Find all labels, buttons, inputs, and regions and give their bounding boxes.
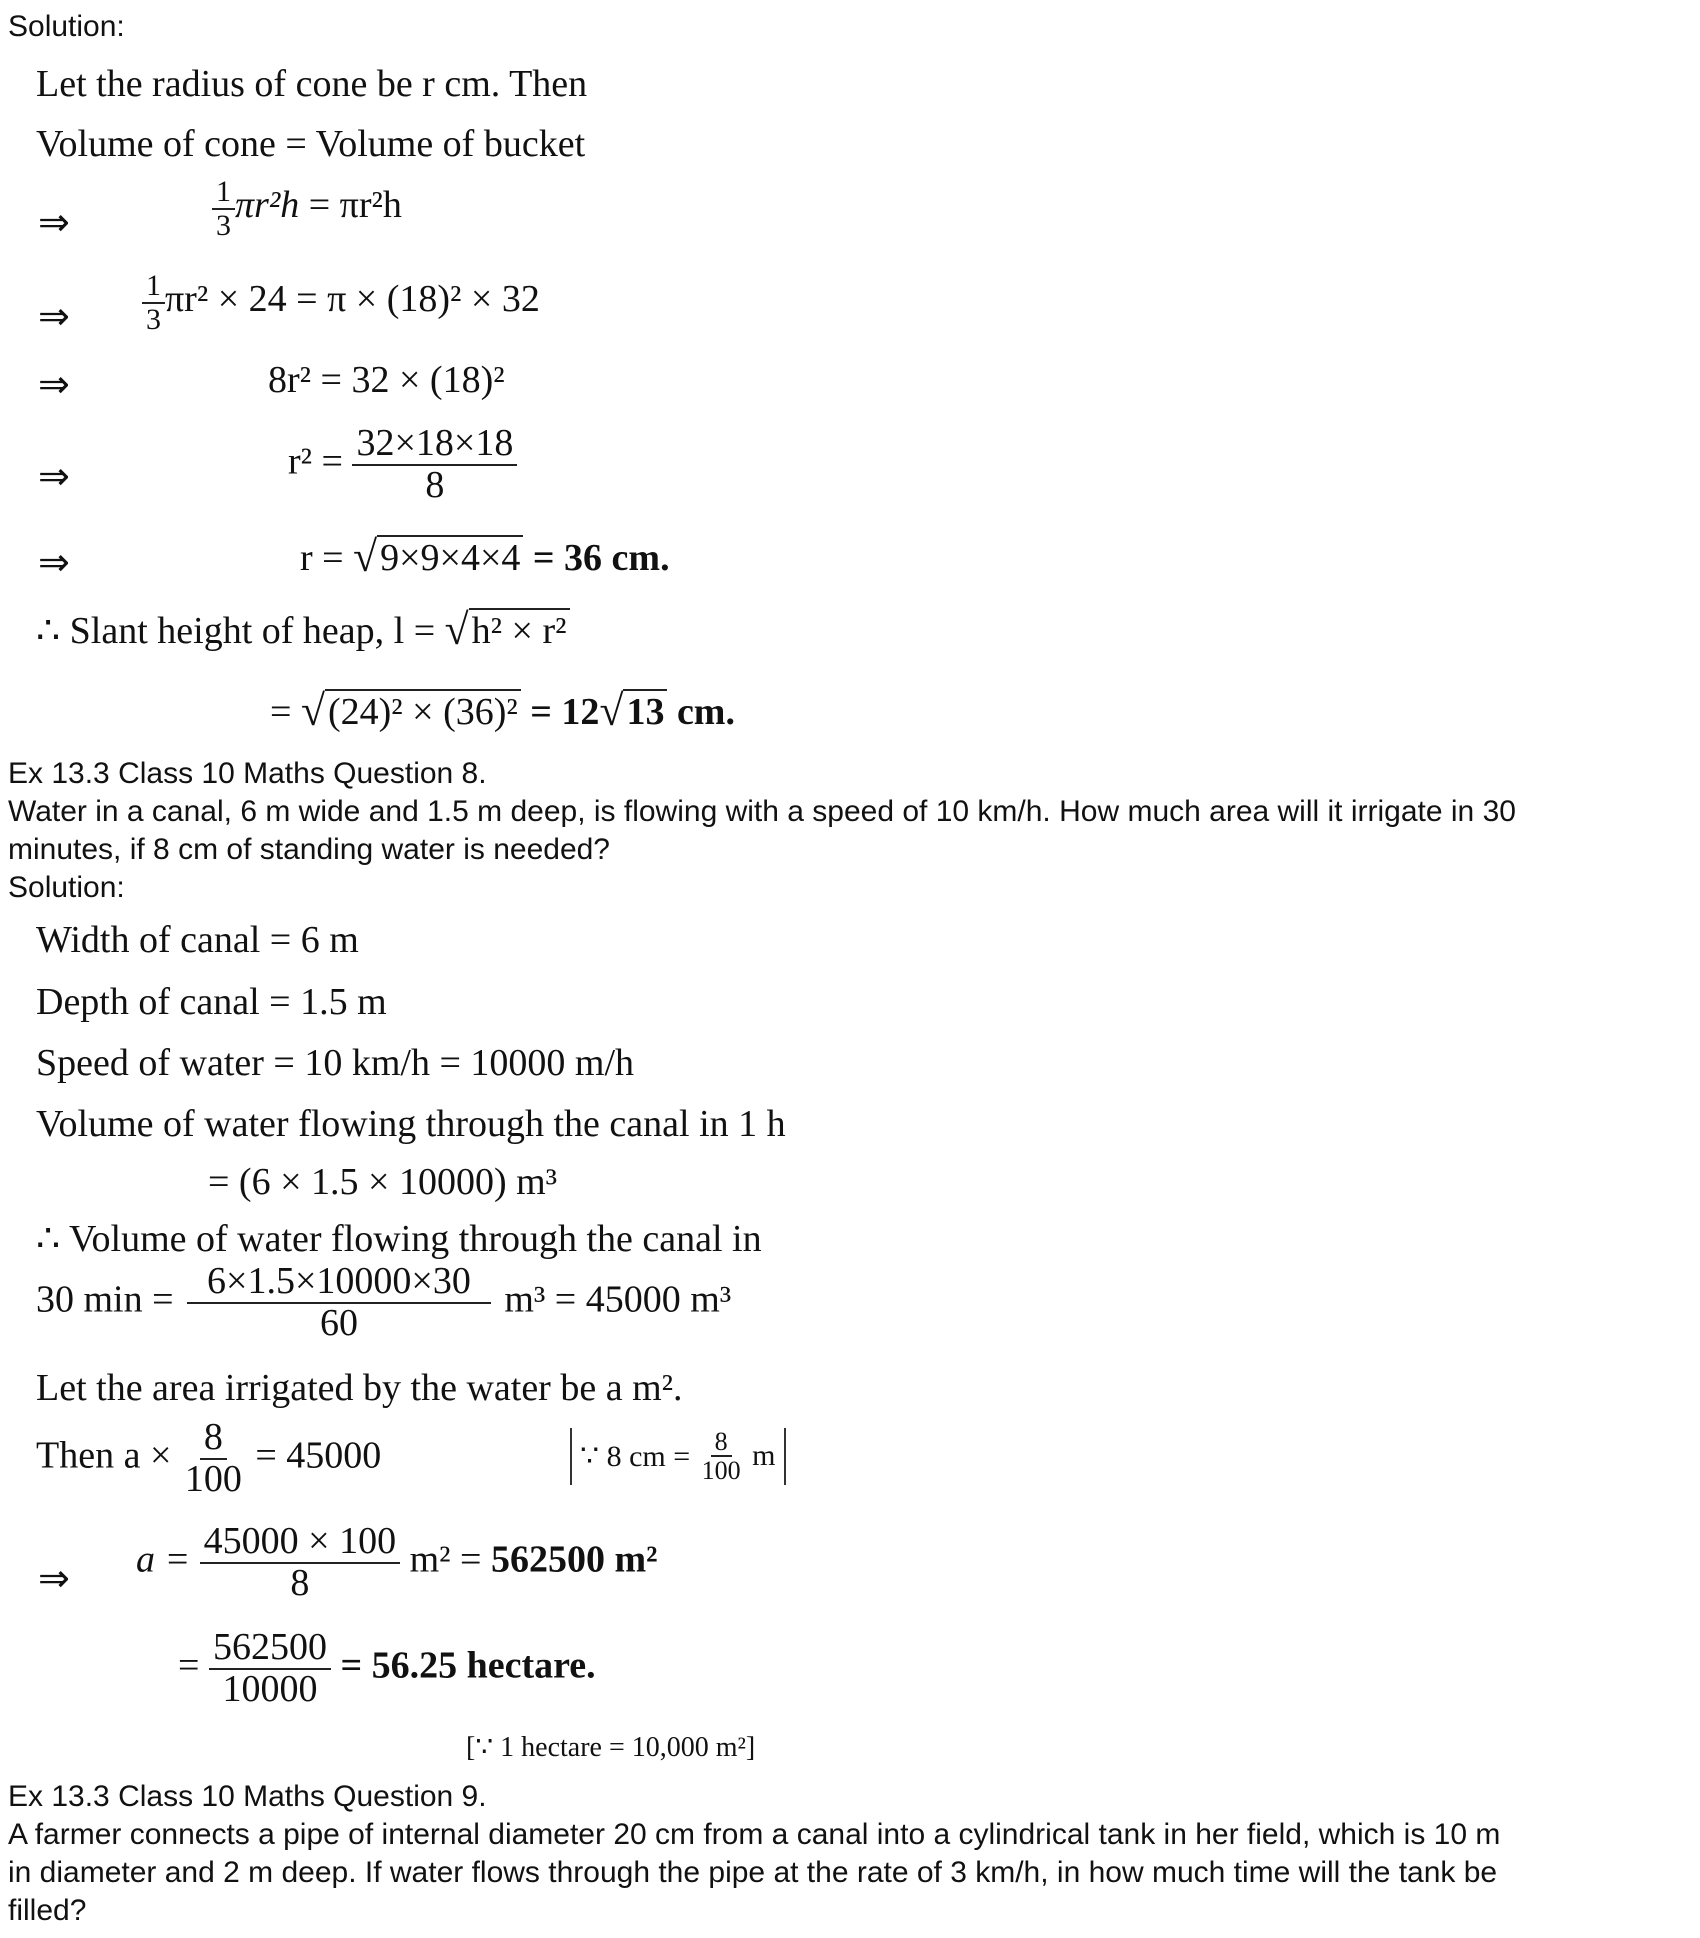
area-line: Let the area irrigated by the water be a m². bbox=[36, 1367, 683, 1409]
radicand: 13 bbox=[623, 689, 667, 733]
equation-1-rhs: = πr²h bbox=[308, 184, 402, 227]
fraction-hectare bbox=[209, 1628, 331, 1710]
square-root: √ 13 bbox=[599, 690, 667, 734]
volume-30min-equation bbox=[36, 1262, 731, 1344]
fraction-numerator: 562500 bbox=[209, 1628, 331, 1670]
radicand: 9×9×4×4 bbox=[377, 535, 523, 579]
equals-sign: = bbox=[178, 1644, 200, 1687]
equation-1-lhs: πr²h bbox=[235, 184, 300, 227]
then-lhs: Then a × bbox=[36, 1434, 172, 1477]
question-9-title: Ex 13.3 Class 10 Maths Question 9. bbox=[8, 1780, 487, 1813]
result-coefficient: = 12 bbox=[530, 691, 600, 733]
volume-30min-rhs: m³ = 45000 m³ bbox=[504, 1278, 732, 1321]
depth-line: Depth of canal = 1.5 m bbox=[36, 981, 387, 1023]
fraction-one-third bbox=[142, 270, 165, 335]
hectare-result: = 56.25 hectare. bbox=[340, 1644, 596, 1687]
speed-line: Speed of water = 10 km/h = 10000 m/h bbox=[36, 1042, 634, 1084]
width-line: Width of canal = 6 m bbox=[36, 919, 359, 961]
equation-3: 8r² = 32 × (18)² bbox=[268, 359, 505, 401]
equation-1 bbox=[212, 176, 402, 241]
volume-1h-value: = (6 × 1.5 × 10000) m³ bbox=[208, 1161, 558, 1203]
fraction-equation-4 bbox=[352, 424, 517, 506]
solution-line-radius: Let the radius of cone be r cm. Then bbox=[36, 63, 588, 105]
radicand: h² × r² bbox=[469, 608, 570, 652]
implies-arrow: ⇒ bbox=[38, 364, 70, 406]
equation-4-lhs: r² = bbox=[288, 440, 343, 483]
equation-2-body: πr² × 24 = π × (18)² × 32 bbox=[165, 278, 540, 321]
equation-5 bbox=[300, 533, 670, 581]
fraction-denominator: 8 bbox=[290, 1561, 310, 1604]
implies-arrow: ⇒ bbox=[38, 542, 70, 584]
solution-label: Solution: bbox=[8, 10, 125, 43]
radicand: (24)² × (36)² bbox=[325, 689, 521, 733]
equation-5-lhs: r = bbox=[300, 537, 344, 579]
fraction-8-over-100 bbox=[181, 1418, 246, 1500]
area-equation bbox=[136, 1522, 658, 1604]
question-8-text-line-2: minutes, if 8 cm of standing water is needed? bbox=[8, 833, 610, 866]
equation-2 bbox=[142, 270, 540, 335]
implies-arrow: ⇒ bbox=[38, 456, 70, 498]
hectare-note: [∵ 1 hectare = 10,000 m²] bbox=[466, 1732, 756, 1763]
question-9-text-line-3: filled? bbox=[8, 1894, 87, 1927]
slant-height-line bbox=[36, 608, 570, 653]
solution-label: Solution: bbox=[8, 871, 125, 904]
question-9-text-line-2: in diameter and 2 m deep. If water flows through the pipe at the rate of 3 km/h, in how much time will the tank be bbox=[8, 1856, 1498, 1889]
result-unit: cm. bbox=[676, 691, 735, 733]
fraction-numerator: 8 bbox=[711, 1428, 732, 1457]
fraction-note bbox=[698, 1428, 745, 1485]
area-lhs: a = bbox=[136, 1538, 191, 1581]
fraction-denominator: 100 bbox=[701, 1456, 741, 1486]
then-equation bbox=[36, 1418, 381, 1500]
square-root: √ h² × r² bbox=[445, 609, 570, 653]
fraction-numerator: 6×1.5×10000×30 bbox=[187, 1262, 491, 1304]
equation-4 bbox=[288, 424, 517, 506]
fraction-denominator: 8 bbox=[425, 463, 445, 506]
implies-arrow: ⇒ bbox=[38, 202, 70, 244]
area-unit: m² = bbox=[409, 1538, 482, 1581]
note-unit: m bbox=[752, 1439, 776, 1473]
volume-1h-line: Volume of water flowing through the canal in 1 h bbox=[36, 1103, 786, 1145]
square-root: √ (24)² × (36)² bbox=[301, 690, 521, 734]
slant-height-result bbox=[530, 687, 735, 735]
question-8-title: Ex 13.3 Class 10 Maths Question 8. bbox=[8, 757, 487, 790]
fraction-denominator: 100 bbox=[184, 1457, 242, 1500]
fraction-numerator: 8 bbox=[200, 1418, 227, 1460]
fraction-area bbox=[200, 1522, 400, 1604]
fraction-numerator: 1 bbox=[142, 270, 165, 304]
implies-arrow: ⇒ bbox=[38, 1558, 70, 1600]
question-8-text-line-1: Water in a canal, 6 m wide and 1.5 m deep, is flowing with a speed of 10 km/h. How much area will it irrigate in 30 bbox=[8, 795, 1516, 828]
fraction-numerator: 1 bbox=[212, 176, 235, 210]
fraction-numerator: 45000 × 100 bbox=[200, 1522, 400, 1564]
fraction-denominator: 60 bbox=[319, 1301, 358, 1344]
fraction-denominator: 3 bbox=[216, 208, 231, 242]
conversion-bracket bbox=[570, 1428, 786, 1485]
question-9-text-line-1: A farmer connects a pipe of internal diameter 20 cm from a canal into a cylindrical tank in her field, which is 10 m bbox=[8, 1818, 1501, 1851]
volume-30min-line: ∴ Volume of water flowing through the canal in bbox=[36, 1218, 762, 1260]
fraction-volume-30min bbox=[183, 1262, 495, 1344]
square-root: √ 9×9×4×4 bbox=[353, 536, 523, 580]
equals-sign: = bbox=[270, 691, 292, 733]
fraction-denominator: 3 bbox=[146, 302, 161, 336]
equation-5-result: = 36 cm. bbox=[532, 537, 670, 579]
fraction-denominator: 10000 bbox=[222, 1667, 318, 1710]
implies-arrow: ⇒ bbox=[38, 296, 70, 338]
volume-30min-lhs: 30 min = bbox=[36, 1278, 174, 1321]
slant-height-label: ∴ Slant height of heap, l = bbox=[36, 610, 436, 652]
fraction-one-third bbox=[212, 176, 235, 241]
area-result: 562500 m² bbox=[490, 1538, 658, 1581]
hectare-equation bbox=[178, 1628, 596, 1710]
solution-line-volume-equality: Volume of cone = Volume of bucket bbox=[36, 123, 586, 165]
then-rhs: = 45000 bbox=[255, 1434, 382, 1477]
note-prefix: ∵ 8 cm = bbox=[580, 1439, 691, 1473]
fraction-numerator: 32×18×18 bbox=[352, 424, 517, 466]
slant-height-value-line bbox=[270, 687, 735, 735]
conversion-note bbox=[570, 1428, 786, 1485]
